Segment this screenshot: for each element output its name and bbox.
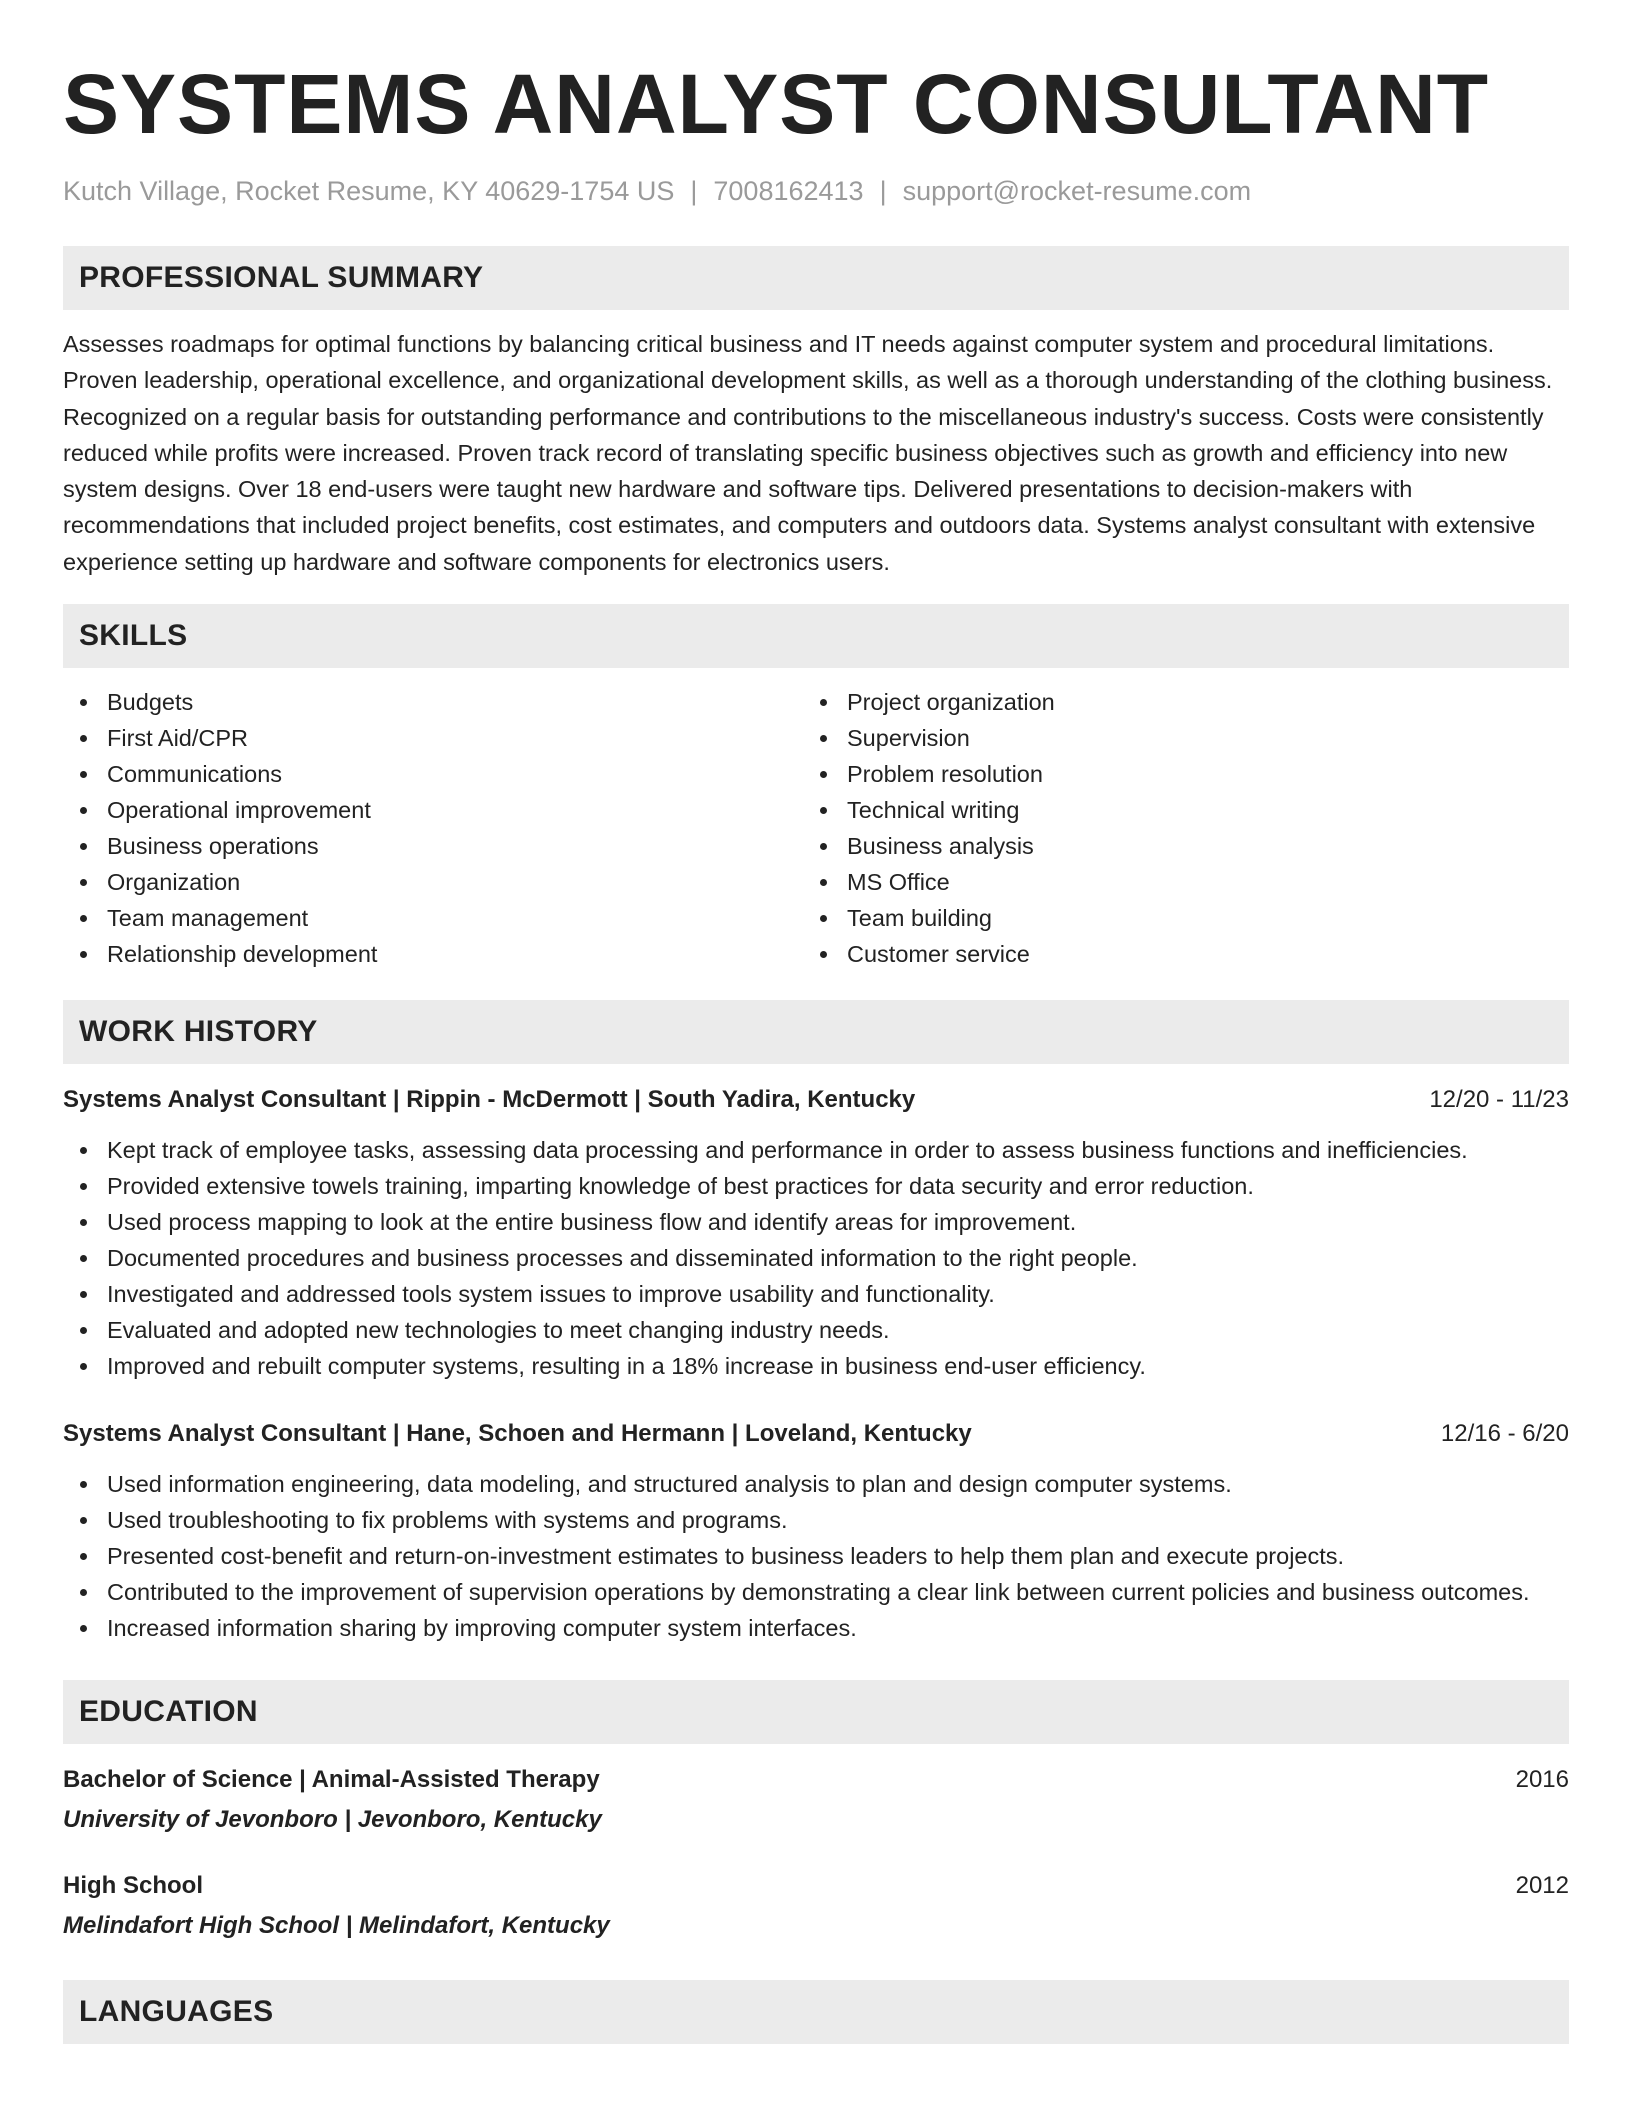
skill-item: Customer service xyxy=(803,936,1543,972)
skill-item: Business operations xyxy=(63,828,803,864)
work-history-heading: WORK HISTORY xyxy=(63,1000,1569,1064)
education-year: 2012 xyxy=(1515,1872,1569,1900)
professional-summary-heading: PROFESSIONAL SUMMARY xyxy=(63,246,1569,310)
job-bullet: Evaluated and adopted new technologies to meet changing industry needs. xyxy=(63,1312,1569,1348)
job-bullet: Provided extensive towels training, imparting knowledge of best practices for data security and error reduction. xyxy=(63,1168,1569,1204)
skill-item: Project organization xyxy=(803,684,1543,720)
job-title: Systems Analyst Consultant | Rippin - McDermott | South Yadira, Kentucky xyxy=(63,1086,916,1114)
job-title: Systems Analyst Consultant | Hane, Schoen and Hermann | Loveland, Kentucky xyxy=(63,1420,972,1448)
job-bullet: Investigated and addressed tools system issues to improve usability and functionality. xyxy=(63,1276,1569,1312)
education-degree: High School xyxy=(63,1872,203,1900)
education-degree: Bachelor of Science | Animal-Assisted Therapy xyxy=(63,1766,600,1794)
professional-summary-text: Assesses roadmaps for optimal functions by balancing critical business and IT needs against computer system and procedural limitations. Proven leadership, operational excellence, and organizational development skills, as well as a thorough understanding of the clothing business. Recognized on a regular basis for outstanding performance and contributions to the miscellaneous industry's success. Costs were consistently reduced while profits were increased. Proven track record of translating specific business objectives such as growth and efficiency into new system designs. Over 18 end-users were taught new hardware and software tips. Delivered presentations to decision-makers with recommendations that included project benefits, cost estimates, and computers and outdoors data. Systems analyst consultant with extensive experience setting up hardware and software components for electronics users. xyxy=(63,331,1553,575)
education-header-row xyxy=(63,1870,1569,1902)
contact-address: Kutch Village, Rocket Resume, KY 40629-1754 US xyxy=(63,176,675,206)
education-header-row xyxy=(63,1764,1569,1796)
skill-item: Communications xyxy=(63,756,803,792)
job-dates: 12/20 - 11/23 xyxy=(1429,1086,1569,1114)
skill-item: Relationship development xyxy=(63,936,803,972)
job-bullet: Contributed to the improvement of supervision operations by demonstrating a clear link between current policies and business outcomes. xyxy=(63,1574,1569,1610)
job-bullet: Improved and rebuilt computer systems, resulting in a 18% increase in business end-user efficiency. xyxy=(63,1348,1569,1384)
candidate-name: SYSTEMS ANALYST CONSULTANT xyxy=(63,57,1490,151)
job-bullet: Kept track of employee tasks, assessing data processing and performance in order to assess business functions and inefficiencies. xyxy=(63,1132,1569,1168)
contact-phone: 7008162413 xyxy=(713,176,864,206)
contact-separator: | xyxy=(879,176,887,206)
skill-item: Technical writing xyxy=(803,792,1543,828)
skill-item: MS Office xyxy=(803,864,1543,900)
contact-separator: | xyxy=(690,176,698,206)
skill-item: Operational improvement xyxy=(63,792,803,828)
skill-item: First Aid/CPR xyxy=(63,720,803,756)
contact-email: support@rocket-resume.com xyxy=(902,176,1252,206)
education-heading: EDUCATION xyxy=(63,1680,1569,1744)
skill-item: Business analysis xyxy=(803,828,1543,864)
job-entry xyxy=(63,1084,1569,1384)
job-bullets xyxy=(63,1466,1569,1646)
job-entry xyxy=(63,1418,1569,1646)
education-school: University of Jevonboro | Jevonboro, Kentucky xyxy=(63,1806,602,1834)
education-school: Melindafort High School | Melindafort, Kentucky xyxy=(63,1912,610,1940)
job-bullet: Presented cost-benefit and return-on-investment estimates to business leaders to help them plan and execute projects. xyxy=(63,1538,1569,1574)
skill-item: Team management xyxy=(63,900,803,936)
skill-item: Problem resolution xyxy=(803,756,1543,792)
skill-item: Budgets xyxy=(63,684,803,720)
job-header-row xyxy=(63,1084,1569,1116)
contact-line xyxy=(63,174,1569,208)
skill-item: Organization xyxy=(63,864,803,900)
skill-item: Team building xyxy=(803,900,1543,936)
job-dates: 12/16 - 6/20 xyxy=(1440,1420,1569,1448)
education-entry xyxy=(63,1870,1569,1942)
skill-item: Supervision xyxy=(803,720,1543,756)
skills-column-right xyxy=(803,684,1543,972)
skills-list xyxy=(63,684,1569,972)
job-bullet: Used process mapping to look at the entire business flow and identify areas for improvement. xyxy=(63,1204,1569,1240)
job-header-row xyxy=(63,1418,1569,1450)
skills-heading: SKILLS xyxy=(63,604,1569,668)
education-year: 2016 xyxy=(1515,1766,1569,1794)
job-bullet: Used troubleshooting to fix problems with systems and programs. xyxy=(63,1502,1569,1538)
job-bullet: Increased information sharing by improving computer system interfaces. xyxy=(63,1610,1569,1646)
languages-heading: LANGUAGES xyxy=(63,1980,1569,2044)
job-bullets xyxy=(63,1132,1569,1384)
job-bullet: Used information engineering, data modeling, and structured analysis to plan and design computer systems. xyxy=(63,1466,1569,1502)
job-bullet: Documented procedures and business processes and disseminated information to the right people. xyxy=(63,1240,1569,1276)
skills-column-left xyxy=(63,684,803,972)
education-entry xyxy=(63,1764,1569,1836)
